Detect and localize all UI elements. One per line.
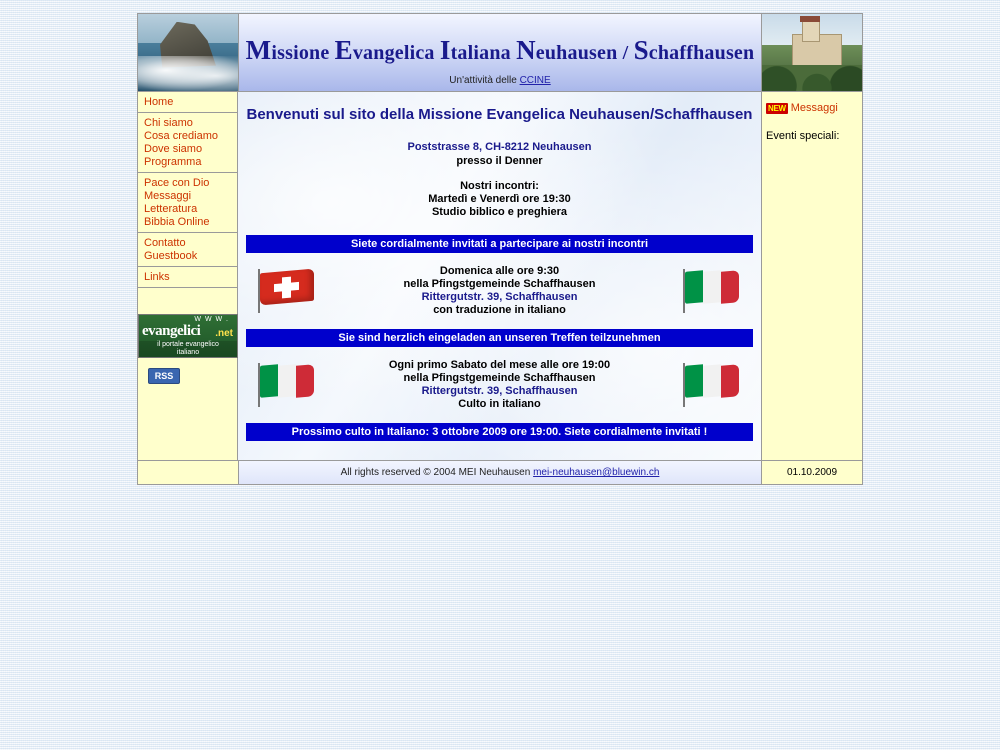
evangelici-net-banner[interactable] <box>138 314 238 358</box>
site-page <box>137 13 863 485</box>
address-block <box>238 141 761 168</box>
sunday-service-text <box>316 265 683 317</box>
sidebar-item-messaggi[interactable]: Messaggi <box>144 190 192 202</box>
italy-band-red <box>721 364 739 398</box>
title-capital: N <box>516 35 536 65</box>
header-left-photo <box>138 14 239 91</box>
title-capital: I <box>439 35 451 65</box>
meetings-line-2: Studio biblico e preghiera <box>431 206 568 218</box>
sidebar-navigation <box>138 92 238 460</box>
italy-band-red <box>296 364 314 398</box>
monthly-line-2: nella Pfingstgemeinde Schaffhausen <box>403 372 596 384</box>
italy-band-green <box>685 270 703 304</box>
site-subtitle <box>239 66 761 86</box>
castle-trees <box>762 65 862 91</box>
monthly-line-4: Culto in italiano <box>458 398 541 410</box>
sidebar-item-links[interactable]: Links <box>144 271 170 283</box>
title-rest: euhausen / <box>535 42 634 64</box>
site-header <box>138 14 862 92</box>
nav-group-3 <box>138 173 237 233</box>
title-rest: issione <box>271 42 335 64</box>
monthly-line-3: Rittergutstr. 39, Schaffhausen <box>421 385 578 397</box>
meetings-block <box>238 180 761 219</box>
sidebar-item-pace-con-dio[interactable]: Pace con Dio <box>144 177 210 189</box>
sunday-line-1: Domenica alle ore 9:30 <box>439 265 560 277</box>
nav-group-2 <box>138 113 237 173</box>
meetings-line-1: Martedì e Venerdì ore 19:30 <box>428 193 571 205</box>
footer-copyright <box>239 461 762 484</box>
italy-band-green <box>260 364 278 398</box>
castle-roof <box>800 16 820 21</box>
new-badge-icon: NEW <box>768 103 786 113</box>
sidebar-item-contatto[interactable]: Contatto <box>144 237 186 249</box>
sunday-line-3: Rittergutstr. 39, Schaffhausen <box>421 291 578 303</box>
italy-band-white <box>278 364 296 398</box>
sidebar-item-programma[interactable]: Programma <box>144 156 202 168</box>
italian-flag-icon-3 <box>683 363 741 407</box>
address-line-1: Poststrasse 8, CH-8212 Neuhausen <box>407 141 592 153</box>
italian-flag-icon-2 <box>258 363 316 407</box>
sunday-service-row <box>238 265 761 317</box>
title-capital: E <box>334 35 353 65</box>
new-messages-label[interactable]: Messaggi <box>790 102 838 114</box>
main-content <box>238 92 762 460</box>
italy-band-white <box>703 270 721 304</box>
italy-band-white <box>703 364 721 398</box>
sunday-line-4: con traduzione in italiano <box>433 304 566 316</box>
sidebar-item-dove-siamo[interactable]: Dove siamo <box>144 143 203 155</box>
ccine-link[interactable]: CCINE <box>519 75 551 86</box>
contact-email-link[interactable]: mei-neuhausen@bluewin.ch <box>533 467 660 478</box>
title-rest: taliana <box>450 42 517 64</box>
swiss-flag-icon <box>258 269 316 313</box>
banner-sub-line2: italiano <box>176 349 200 356</box>
invite-banner-italian: Siete cordialmente invitati a partecipare ai nostri incontri <box>246 235 753 253</box>
new-messages-link[interactable] <box>766 102 858 114</box>
title-capital: M <box>245 35 272 65</box>
site-body <box>138 92 862 460</box>
subtitle-text: Un'attività delle <box>449 75 520 86</box>
header-right-photo <box>762 14 862 91</box>
site-title <box>239 14 761 66</box>
copyright-text: All rights reserved © 2004 MEI Neuhausen <box>340 467 534 478</box>
special-events-label: Eventi speciali: <box>766 130 840 142</box>
monthly-service-text <box>316 359 683 411</box>
invite-banner-german: Sie sind herzlich eingeladen an unseren Treffen teilzunehmen <box>246 329 753 347</box>
next-service-banner: Prossimo culto in Italiano: 3 ottobre 2009 ore 19:00. Siete cordialmente invitati ! <box>246 423 753 441</box>
italy-band-red <box>721 270 739 304</box>
meetings-heading: Nostri incontri: <box>460 180 539 192</box>
banner-net-text: .net <box>215 328 233 339</box>
rss-feed-button[interactable]: RSS <box>148 368 180 384</box>
nav-group-5 <box>138 267 237 288</box>
sidebar-item-letteratura[interactable]: Letteratura <box>144 203 198 215</box>
right-sidebar <box>762 92 862 460</box>
banner-subtitle <box>139 341 237 357</box>
footer-left-spacer <box>138 461 239 484</box>
italy-band-green <box>685 364 703 398</box>
photo-foam <box>138 56 239 91</box>
castle-tower <box>802 20 820 42</box>
nav-group-1 <box>138 92 237 113</box>
footer-date: 01.10.2009 <box>762 461 862 484</box>
page-title: Benvenuti sul sito della Missione Evangelica Neuhausen/Schaffhausen <box>246 106 753 123</box>
sidebar-item-home[interactable]: Home <box>144 96 174 108</box>
italian-flag-icon-1 <box>683 269 741 313</box>
sunday-line-2: nella Pfingstgemeinde Schaffhausen <box>403 278 596 290</box>
sidebar-item-chi-siamo[interactable]: Chi siamo <box>144 117 193 129</box>
sidebar-item-bibbia-online[interactable]: Bibbia Online <box>144 216 210 228</box>
header-title-block <box>239 14 762 91</box>
banner-www-text: W W W . <box>194 316 229 323</box>
banner-main-text: evangelici <box>142 323 201 339</box>
title-rest: vangelica <box>352 42 440 64</box>
title-capital: S <box>633 35 649 65</box>
address-line-2: presso il Denner <box>456 155 543 167</box>
sidebar-item-guestbook[interactable]: Guestbook <box>144 250 198 262</box>
title-rest: chaffhausen <box>648 42 755 64</box>
site-footer <box>138 460 862 484</box>
sidebar-item-cosa-crediamo[interactable]: Cosa crediamo <box>144 130 218 142</box>
monthly-service-row <box>238 359 761 411</box>
nav-group-4 <box>138 233 237 267</box>
monthly-line-1: Ogni primo Sabato del mese alle ore 19:00 <box>388 359 611 371</box>
banner-sub-line1: il portale evangelico <box>157 341 219 348</box>
